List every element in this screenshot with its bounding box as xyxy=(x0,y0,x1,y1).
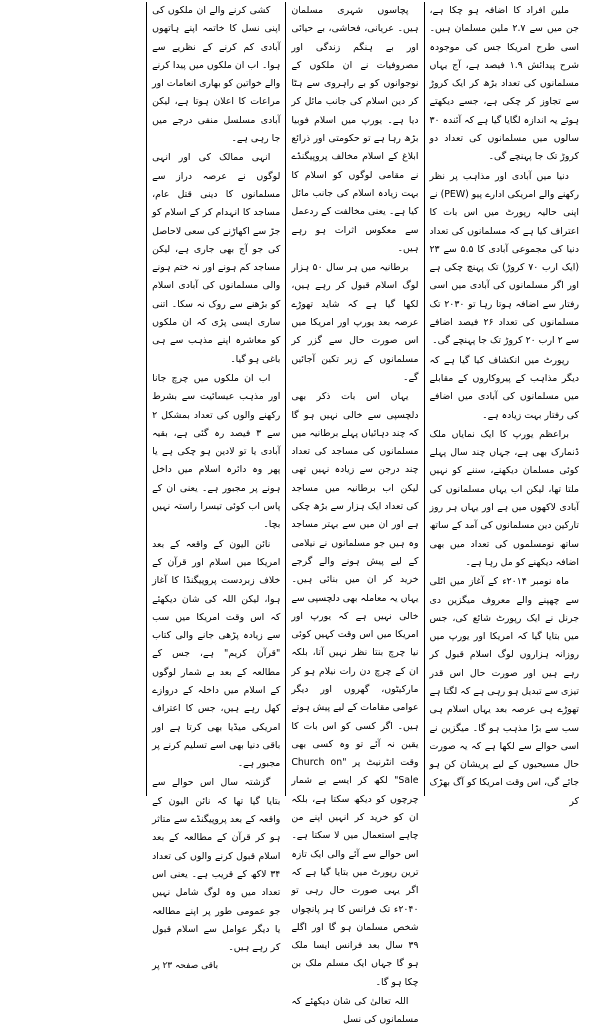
article-column-3 xyxy=(146,2,285,972)
paragraph: اب ان ملکوں میں چرچ جانا اور مذہب عیسائیت سے بشرط رکھنے والوں کی تعداد بمشکل ۲ سے ۳ فیصد رہ گئی ہے، بقیہ آبادی یا تو لادین ہو چکی ہے یا پھر وہ دائرہ اسلام میں داخل ہونے پر مجبور ہے۔ یعنی ان کے پاس اب کوئی تیسرا راستہ نہیں بچا۔ xyxy=(152,372,281,531)
paragraph: ماہ نومبر ۲۰۱۴ء کے آغاز میں اٹلی سے چھپنے والے معروف میگزین دی جرنل نے ایک رپورٹ شائع کی، جس میں بتایا گیا کہ امریکا اور یورپ میں روزانہ ہزاروں لوگ اسلام قبول کر رہے ہیں اور صورت حال اس قدر تیزی سے تبدیل ہو رہی ہے کہ لگتا ہے تھوڑے ہی عرصہ بعد یہاں اسلام ہی سب سے بڑا مذہب ہو گا۔ میگزین نے اسی حوالے سے لکھا ہے کہ یہ صورت حال مسیحیوں کے لیے پریشان کن ہو جائے گی، اس وقت امریکا کو آگ بھڑک کر xyxy=(429,576,579,807)
paragraph: نائن الیون کے واقعہ کے بعد امریکا میں اسلام اور قرآن کے خلاف زبردست پروپیگنڈا کا آغاز ہوا، لیکن اللہ کی شان دیکھئے کہ اس وقت امریکا میں سب سے زیادہ پڑھی جانے والی کتاب "قرآن کریم" ہے، جس کے مطالعہ کے بعد بے شمار لوگوں کے اسلام میں داخلہ کے دروازے کھل رہے ہیں، جس کا اعتراف امریکی میڈیا بھی کرتا ہے اور باقی دنیا بھی اسے تسلیم کرنے پر مجبور ہے۔ xyxy=(152,538,281,770)
paragraph: یہاں اس بات ذکر بھی دلچسپی سے خالی نہیں ہو گا کہ چند دہائیاں پہلے برطانیہ میں مسلمانوں کی مساجد کی تعداد چند درجن سے زیادہ نہیں تھی لیکن اب برطانیہ میں مساجد کی تعداد ایک ہزار سے بڑھ چکی ہے اور ان میں سے بہتر مساجد وہ ہیں جو مسلمانوں نے نیلامی کے لیے پیش ہونے والے گرجے خرید کر ان میں بنائی ہیں۔ یہاں یہ معاملہ بھی دلچسپی سے خالی نہیں ہے کہ یورپ اور امریکا میں اس وقت کہیں کوئی نیا چرچ بنتا نظر نہیں آتا، بلکہ ان کے چرچ دن رات نیلام ہو کر مارکیٹوں، گھروں اور دیگر عوامی مقامات کے لیے پیش ہوتے ہیں۔ اگر کسی کو اس بات کا یقین نہ آئے تو وہ کسی بھی وقت انٹرنیٹ پر "Church on Sale" لکھ کر ایسے بے شمار چرچوں کو دیکھ سکتا ہے، بلکہ ان کو خرید کر انہیں اپنے من چاہے استعمال میں لا سکتا ہے۔ اس حوالے سے آئے والی ایک تازہ ترین رپورٹ میں بتایا گیا ہے کہ اگر یہی صورت حال رہی تو ۲۰۴۰ء تک فرانس کا ہر پانچواں شخص مسلمان ہو گا اور اگلے ۳۹ سال بعد فرانس ایسا ملک ہو گا جہاں ایک مسلم ملک بن چکا ہو گا۔ xyxy=(291,391,419,988)
continued-note: باقی صفحہ ۲۳ پر xyxy=(152,961,219,972)
paragraph: رپورٹ میں انکشاف کیا گیا ہے کہ دیگر مذاہب کے پیروکاروں کے مقابلے میں مسلمانوں کی آبادی میں اضافے کی رفتار بہت زیادہ ہے۔ xyxy=(429,354,579,421)
paragraph: اللہ تعالیٰ کی شان دیکھئے کہ مسلمانوں کی نسل xyxy=(291,996,419,1026)
article-column-2 xyxy=(285,2,424,1026)
paragraph: دنیا میں آبادی اور مذاہب پر نظر رکھنے والے امریکی ادارے پیو (PEW) نے اپنی حالیہ رپورٹ میں اس بات کا اعتراف کیا ہے کہ مسلمانوں کی تعداد دنیا کی مجموعی آبادی کا ۵.۵ سے ۲۳ (ایک ارب ۷۰ کروڑ) تک پہنچ چکی ہے اور اگر مسلمانوں کی آبادی میں اسی رفتار سے اضافہ ہوتا رہا تو ۲۰۳۰ تک مسلمانوں کی تعداد ۲۶ فیصد اضافے سے ۲ ارب ۲۰ کروڑ تک جا پہنچے گی۔ xyxy=(429,170,579,347)
paragraph: پچاسوں شہری مسلمان ہیں۔ عریانی، فحاشی، بے حیائی اور بے ہنگم زندگی اور مصروفیات نے ان ملکوں کے نوجوانوں کو بے راہروی سے ہٹا کر دین اسلام کی جانب مائل کر دیا ہے۔ یورپ میں اسلام فوبیا بڑھ رہا ہے تو حکومتی اور ذرائع ابلاغ کے اسلام مخالف پروپیگنڈے نے مقامی لوگوں کو اسلام کا بہت زیادہ اسلام کی جانب مائل کیا ہے۔ یعنی مخالفت کے ردعمل سے معکوس اثرات ہو رہے ہیں۔ xyxy=(291,5,419,254)
article-columns xyxy=(4,2,584,1026)
paragraph: کشی کرنے والے ان ملکوں کی اپنی نسل کا خاتمہ اپنے ہاتھوں آبادی کم کرنے کے نظریے سے ہوا۔ اب ان ملکوں میں پیدا کرنے والے خواتین کو بھاری انعامات اور مراعات کا اعلان ہوتا ہے، لیکن آبادی مسلسل منفی درجے میں جا رہی ہے۔ xyxy=(152,5,281,145)
paragraph: برطانیہ میں ہر سال ۵۰ ہزار لوگ اسلام قبول کر رہے ہیں، لکھا گیا ہے کہ شاید تھوڑے عرصہ بعد یورپ اور امریکا میں اس صورت حال سے گزر کر مسلمانوں کے زیر تکین آجائیں گے۔ xyxy=(291,262,419,383)
article-column-1 xyxy=(425,2,585,807)
paragraph: ملین افراد کا اضافہ ہو چکا ہے، جن میں سے ۲.۷ ملین مسلمان ہیں۔ اسی طرح امریکا جس کی موجودہ شرح پیدائش ۱.۹ فیصد ہے، آج یہاں مسلمانوں کی تعداد بڑھ کر ایک کروڑ سے تجاوز کر چکی ہے، جسے دیکھتے ہوئے یہ اندازہ لگایا گیا ہے کہ آئندہ ۳۰ سالوں میں مسلمانوں کی تعداد دو کروڑ تک جا پہنچے گی۔ xyxy=(429,5,579,163)
paragraph: براعظم یورپ کا ایک نمایاں ملک ڈنمارک بھی ہے، جہاں چند سال پہلے کوئی مسلمان دیکھنے، سننے کو نہیں ملتا تھا، لیکن اب یہاں مسلمانوں کی آبادی لاکھوں میں ہے اور یہاں ہر روز تارکین دین مسلمانوں کی آمد کے ساتھ ساتھ نومسلموں کی تعداد میں بھی اضافہ دیکھنے کو مل رہا ہے۔ xyxy=(429,428,579,568)
paragraph: انہی ممالک کی اور انہی لوگوں نے عرصہ دراز سے مسلمانوں کا دینی قتل عام، مساجد کا انہدام کر کے اسلام کو جڑ سے اکھاڑنے کی سعی لاحاصل کی جو آج بھی جاری ہے، لیکن مساجد کم ہونے اور نہ ختم ہونے والی مسلمانوں کی آبادی اسلام کو بڑھنے سے روک نہ سکا۔ اتنی ساری ایسی پڑی کہ ان ملکوں کو معاشرہ اپنے مذہب سے ہی باغی ہو گیا۔ xyxy=(152,152,281,365)
paragraph: گزشتہ سال اس حوالے سے بتایا گیا تھا کہ نائن الیون کے واقعہ کے بعد پروپیگنڈے سے متاثر ہو کر قرآن کے مطالعہ کے بعد اسلام قبول کرنے والوں کی تعداد ۳۴ لاکھ کے قریب ہے۔ یعنی اس تعداد میں وہ لوگ شامل نہیں جو عمومی طور پر اپنے مطالعہ یا دیگر عوامل سے اسلام قبول کر رہے ہیں۔ xyxy=(152,777,281,954)
